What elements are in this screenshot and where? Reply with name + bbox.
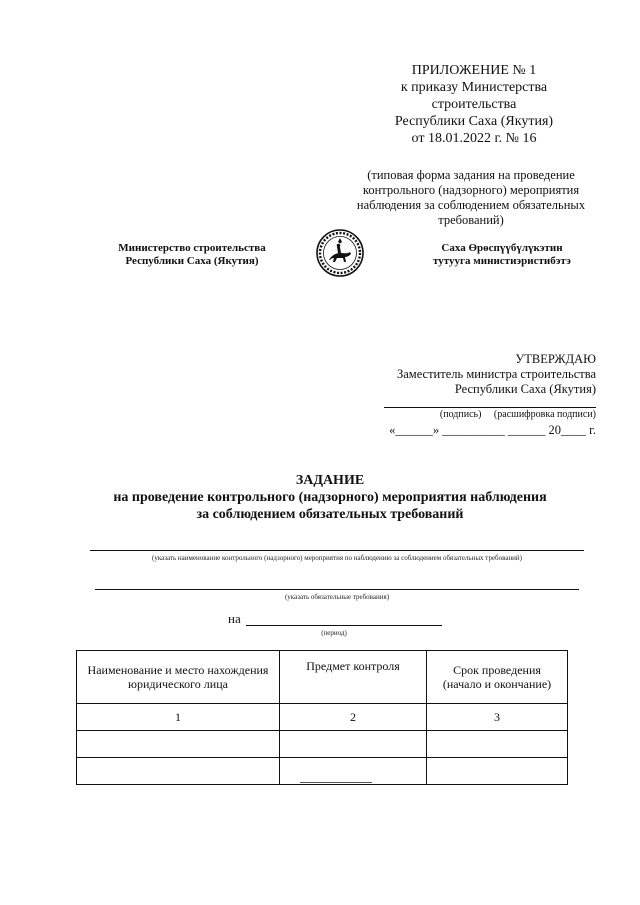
- table-row: [77, 758, 568, 785]
- signature-line: [384, 397, 596, 408]
- approval-position: Заместитель министра строительства: [396, 367, 596, 381]
- task-subtitle-line: на проведение контрольного (надзорного) мероприятия наблюдения: [113, 490, 547, 505]
- signature-hint: (подпись) (расшифровка подписи): [439, 409, 596, 420]
- event-name-hint: (указать наименование контрольного (надзорного) мероприятия по наблюдению за соблюдением обязательных требований): [151, 554, 523, 562]
- appendix-line: ПРИЛОЖЕНИЕ № 1: [411, 63, 537, 78]
- period-hint: (период): [321, 629, 347, 637]
- ministry-name-ru: [92, 242, 292, 268]
- task-subtitle-line: за соблюдением обязательных требований: [196, 507, 464, 522]
- typical-form-line: требований): [438, 213, 504, 227]
- header-control-subject: Предмет контроля: [280, 651, 427, 704]
- typical-form-line: контрольного (надзорного) мероприятия: [362, 183, 580, 197]
- table-row: [77, 704, 568, 731]
- appendix-line: от 18.01.2022 г. № 16: [411, 131, 537, 146]
- table-row: [77, 731, 568, 758]
- appendix-block: [360, 62, 588, 147]
- table-cell[interactable]: [77, 758, 280, 785]
- ministry-sakha-line: Саха Өрөспүүбүлүкэтин: [441, 242, 563, 254]
- appendix-line: к приказу Министерства: [400, 80, 548, 95]
- typical-form-line: (типовая форма задания на проведение: [367, 168, 575, 182]
- task-heading: [60, 472, 600, 523]
- requirements-hint: (указать обязательные требования): [284, 593, 390, 601]
- ministry-name-sakha: [392, 242, 612, 268]
- header-legal-entity: Наименование и место нахождения юридического лица: [77, 651, 280, 704]
- sakha-emblem-icon: [316, 229, 364, 277]
- appendix-line: строительства: [431, 97, 517, 112]
- header-period: Срок проведения (начало и окончание): [427, 651, 568, 704]
- period-prefix: на: [228, 611, 241, 626]
- event-name-line: [90, 550, 584, 551]
- column-number: 1: [77, 704, 280, 731]
- objects-table: [76, 650, 568, 785]
- appendix-line: Республики Саха (Якутия): [394, 114, 554, 129]
- requirements-line: [95, 589, 579, 590]
- footnote-divider: [300, 782, 372, 783]
- task-title: ЗАДАНИЕ: [295, 473, 365, 488]
- table-header-row: [77, 651, 568, 704]
- ministry-ru-line: Республики Саха (Якутия): [125, 255, 259, 267]
- approval-block: [370, 352, 596, 438]
- ministry-sakha-line: тутууга министиэристибэтэ: [433, 255, 571, 267]
- approval-position: Республики Саха (Якутия): [454, 382, 596, 396]
- table-cell[interactable]: [427, 758, 568, 785]
- table-cell[interactable]: [77, 731, 280, 758]
- ministry-ru-line: Министерство строительства: [118, 242, 266, 254]
- table-cell[interactable]: [427, 731, 568, 758]
- column-number: 3: [427, 704, 568, 731]
- column-number: 2: [280, 704, 427, 731]
- table-cell[interactable]: [280, 758, 427, 785]
- table-cell[interactable]: [280, 731, 427, 758]
- typical-form-note: [340, 168, 602, 228]
- approval-title: УТВЕРЖДАЮ: [515, 352, 596, 366]
- typical-form-line: наблюдения за соблюдением обязательных: [356, 198, 586, 212]
- approval-date-line: «______» __________ ______ 20____ г.: [389, 423, 596, 437]
- period-line: [246, 625, 442, 626]
